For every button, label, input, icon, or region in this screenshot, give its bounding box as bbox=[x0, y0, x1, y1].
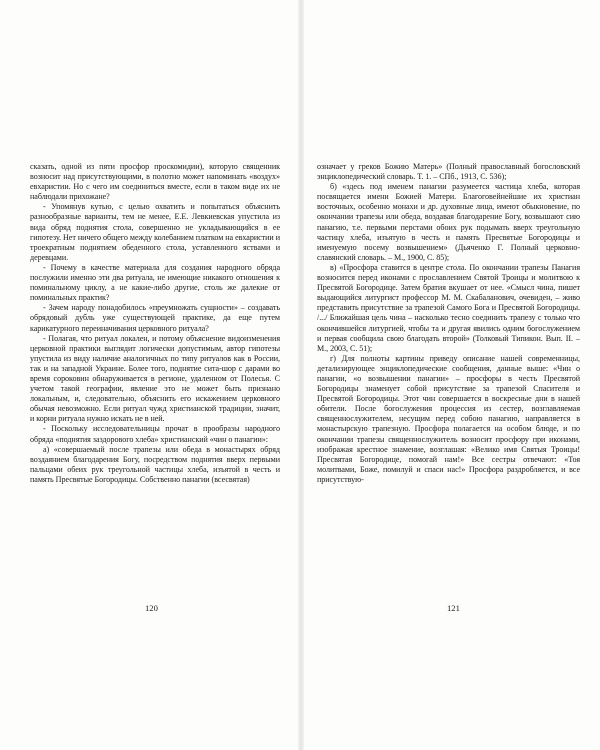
left-paragraph: сказать, одной из пяти просфор проскомидии), которую священник возносит над присутствующими, в полотно может напоминать «воздух» евхаристии. Но с чего им соединиться вместе, если в таком виде их не наблюдали прихожане? bbox=[30, 162, 280, 202]
left-page bbox=[0, 0, 298, 750]
left-paragraph: - Поскольку исследовательницы прочат в прообразы народного обряда «поднятия заздорового хлеба» христианский «чин о панагии»: bbox=[30, 424, 280, 444]
right-page bbox=[304, 0, 600, 750]
right-page-text bbox=[317, 162, 580, 485]
right-paragraph: б) «здесь под именем панагии разумеется частица хлеба, которая посвящается имени Божией Матери. Благоговейнейшие их христиан восточных, особенно монахи и др. духовные лица, имеют обыкновение, по окончании трапезы или обеда, воздавая благодарение Богу, возвышают сию панагию, т.е. первыми перстами обоих рук подымать вверх треугольную частицу хлеба, изъятую в честь и память Пресвятые Богородицы и именуемую посему возвышением» (Дьяченко Г. Полный церковно-славянский словарь. – М., 1900, С. 85); bbox=[317, 182, 580, 262]
left-page-text bbox=[30, 162, 280, 485]
left-paragraph: - Упомянув кутью, с целью охватить и попытаться объяснить разнообразные варианты, тем не менее, Е.Е. Левкиевская упустила из вида обряд поднятия стола, совершенно не укладывающийся в ее гипотезу. Нет ничего общего между колебанием платком на евхаристии и троекратным поднятием обеденного стола, уставленного яствами и деревцами. bbox=[30, 202, 280, 262]
right-page-number: 121 bbox=[447, 603, 460, 613]
right-paragraph: означает у греков Божию Матерь» (Полный православный богословский энциклопедический словарь. Т. 1. – СПб., 1913, С. 536); bbox=[317, 162, 580, 182]
left-paragraph: - Полагая, что ритуал локален, и потому объяснение видоизменения церковной практики выглядит логически допустимым, автор гипотезы упустила из виду наличие аналогичных по типу ритуалов как в России, так и на западной Украине. Более того, поднятие сита-шор с дарами во время сороковин обнаруживается в регионе, удаленном от Полесья. С учетом такой географии, явление это не может быть признано локальным, и, следовательно, объяснить его искажением церковного обычая невозможно. Если ритуал чужд христианской традиции, значит, и корни ритуала нужно искать не в ней. bbox=[30, 333, 280, 424]
right-paragraph: г) Для полноты картины приведу описание нашей современницы, детализирующее энциклопедические сообщения, данные выше: «Чин о панагии, «о возвышении панагии» – просфоры в честь Пресвятой Богородицы знаменует собой присутствие за трапезой Спасителя и Пресвятой Богородицы. Этот чин совершается в воскресные дни в нашей обители. После богослужения процессия из сестер, возглавляемая священнослужителем, несущим перед собою панагию, направляется в монастырскую трапезную. Просфора полагается на особом блюде, и по окончании трапезы священнослужитель возносит просфору при иконами, изображая крестное знамение, возглашая: «Велико имя Святыя Троицы! Пресвятая Богородице, помогай нам!» Все сестры отвечают: «Тоя молитвами, Боже, помилуй и спаси нас!» Просфора раздробляется, и все присутствую- bbox=[317, 353, 580, 484]
left-paragraph: а) «совершаемый после трапезы или обеда в монастырях обряд воздаянием благодарения Богу, посредством поднятия вверх первыми пальцами обеих рук треугольной частицы хлеба, изъятой в честь и память Пресвятые Богородицы. Собственно панагии (всесвятая) bbox=[30, 444, 280, 484]
left-page-number: 120 bbox=[145, 603, 158, 613]
left-paragraph: - Зачем народу понадобилось «преумножать сущности» – создавать обрядовый дубль уже существующей практике, да еще путем карикатурного переиначивания церковного ритуала? bbox=[30, 303, 280, 333]
left-paragraph: - Почему в качестве материала для создания народного обряда послужили именно эти два ритуала, не имеющие никакого отношения к поминальному циклу, а не какие-либо другие, столь же далекие от поминальных практик? bbox=[30, 262, 280, 303]
right-paragraph: в) «Просфора ставится в центре стола. По окончании трапезы Панагия возносится перед иконами с прославлением Святой Троицы и молитвою к Пресвятой Богородице. Затем братия вкушает от нее. «Смысл чина, пишет выдающийся литургист профессор М. М. Скабаланович, очевиден, – живо представить присутствие за трапезой Самого Бога и Пресвятой Богородицы. /.../ Ближайшая цель чина – насколько тесно соединить трапезу с только что окончившейся литургией, чтобы та и другая явились одним богослужением и первая сообщила свою благодать второй» (Толковый Типикон. Вып. II. – М., 2003, С. 51); bbox=[317, 262, 580, 353]
